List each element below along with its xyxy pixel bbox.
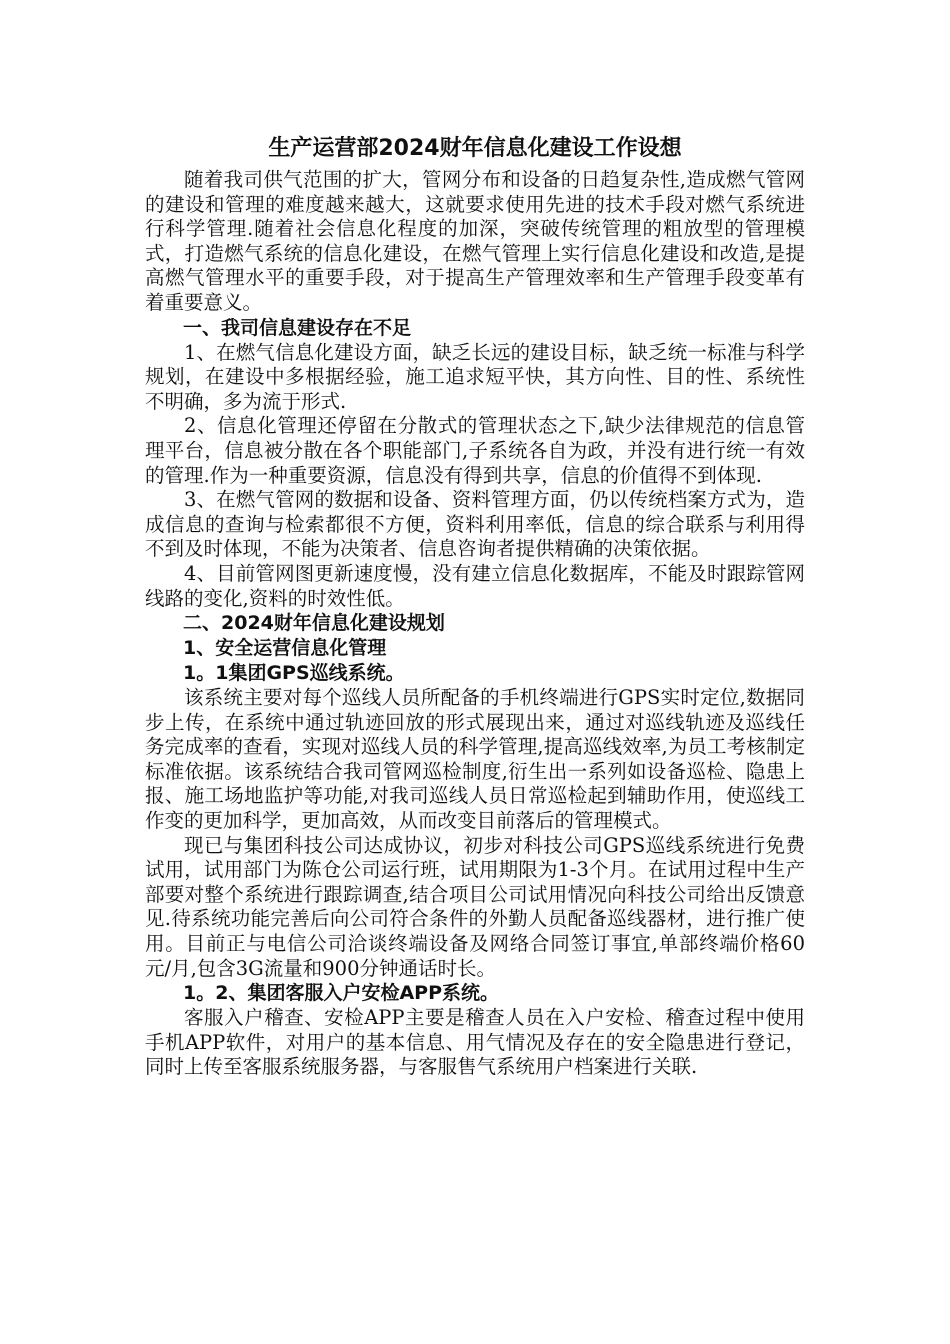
- subsection-heading-1: 1、安全运营信息化管理: [183, 637, 387, 660]
- paragraph-issue-4: 4、目前管网图更新速度慢，没有建立信息化数据库，不能及时跟踪管网线路的变化,资料的时效性低。: [145, 561, 805, 610]
- subsection-heading-1-2: 1。2、集团客服入户安检APP系统。: [183, 982, 499, 1005]
- paragraph-gps-system: 该系统主要对每个巡线人员所配备的手机终端进行GPS实时定位,数据同步上传，在系统中通过轨迹回放的形式展现出来，通过对巡线轨迹及巡线任务完成率的查看，实现对巡线人员的科学管理,提高巡线效率,为员工考核制定标准依据。该系统结合我司管网巡检制度,衍生出一系列如设备巡检、隐患上报、施工场地监护等功能,对我司巡线人员日常巡检起到辅助作用，使巡线工作变的更加科学，更加高效，从而改变目前落后的管理模式。: [145, 686, 805, 833]
- section-heading-1: 一、我司信息建设存在不足: [183, 316, 412, 339]
- subsection-heading-1-1: 1。1集团GPS巡线系统。: [183, 662, 405, 685]
- paragraph-intro: 随着我司供气范围的扩大，管网分布和设备的日趋复杂性,造成燃气管网的建设和管理的难度越来越大，这就要求使用先进的技术手段对燃气系统进行科学管理.随着社会信息化程度的加深，突破传统管理的粗放型的管理模式，打造燃气系统的信息化建设，在燃气管理上实行信息化建设和改造,是提高燃气管理水平的重要手段，对于提高生产管理效率和生产管理手段变革有着重要意义。: [145, 168, 805, 314]
- paragraph-issue-2: 2、信息化管理还停留在分散式的管理状态之下,缺少法律规范的信息管理平台，信息被分散在各个职能部门,子系统各自为政，并没有进行统一有效的管理.作为一种重要资源，信息没有得到共享，信息的价值得不到体现.: [145, 414, 805, 487]
- paragraph-gps-trial: 现已与集团科技公司达成协议，初步对科技公司GPS巡线系统进行免费试用，试用部门为陈仓公司运行班，试用期限为1-3个月。在试用过程中生产部要对整个系统进行跟踪调查,结合项目公司试用情况向科技公司给出反馈意见.待系统功能完善后向公司符合条件的外勤人员配备巡线器材，进行推广使用。目前正与电信公司洽谈终端设备及网络合同签订事宜,单部终端价格60元/月,包含3G流量和900分钟通话时长。: [145, 833, 805, 980]
- paragraph-app-system: 客服入户稽查、安检APP主要是稽查人员在入户安检、稽查过程中使用手机APP软件，对用户的基本信息、用气情况及存在的安全隐患进行登记，同时上传至客服系统服务器，与客服售气系统用户档案进行关联.: [145, 1006, 805, 1079]
- section-heading-2: 二、2024财年信息化建设规划: [183, 612, 445, 635]
- paragraph-issue-3: 3、在燃气管网的数据和设备、资料管理方面，仍以传统档案方式为，造成信息的查询与检索都很不方便，资料利用率低，信息的综合联系与利用得不到及时体现，不能为决策者、信息咨询者提供精确的决策依据。: [145, 488, 805, 561]
- paragraph-issue-1: 1、在燃气信息化建设方面，缺乏长远的建设目标，缺乏统一标准与科学规划，在建设中多根据经验，施工追求短平快，其方向性、目的性、系统性不明确，多为流于形式.: [145, 340, 805, 413]
- document-body: [145, 132, 805, 1080]
- document-title: 生产运营部2024财年信息化建设工作设想: [268, 136, 682, 161]
